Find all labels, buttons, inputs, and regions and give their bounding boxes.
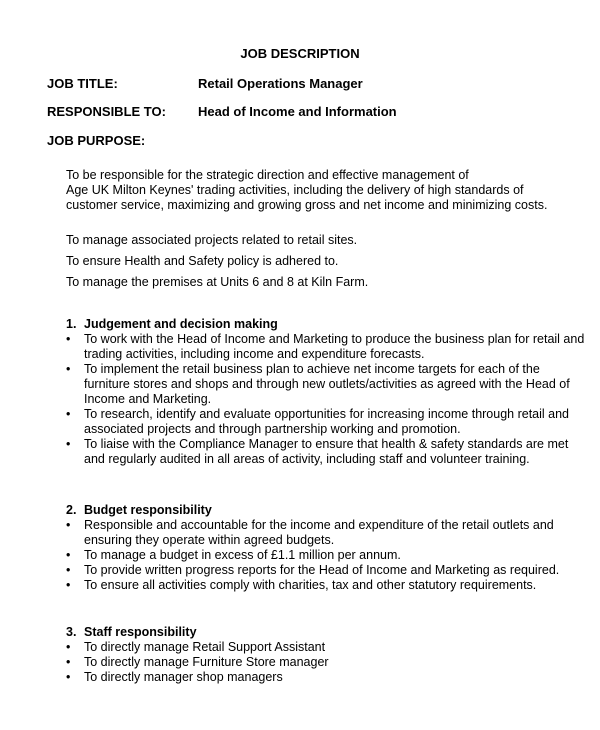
section-heading (66, 317, 586, 332)
job-title-value: Retail Operations Manager (198, 76, 363, 91)
section-budget (66, 503, 586, 593)
list-item: • To ensure all activities comply with charities, tax and other statutory requirements. (66, 578, 586, 593)
section-judgement (66, 317, 586, 467)
purpose-line: To manage associated projects related to retail sites. (66, 233, 358, 247)
section-heading-text: Judgement and decision making (84, 317, 278, 331)
section-heading (66, 503, 586, 518)
list-item: • To liaise with the Compliance Manager to ensure that health & safety standards are met and regularly audited in all areas of activity, including staff and volunteer training. (66, 437, 586, 467)
section-staff (66, 625, 586, 685)
job-title-label: JOB TITLE: (47, 76, 118, 91)
list-item: • To research, identify and evaluate opportunities for increasing income through retail and associated projects and through partnership working and promotion. (66, 407, 586, 437)
purpose-line: To manage the premises at Units 6 and 8 at Kiln Farm. (66, 275, 369, 289)
responsible-to-value: Head of Income and Information (198, 104, 397, 119)
section-heading-text: Staff responsibility (84, 625, 197, 639)
section-heading (66, 625, 586, 640)
list-item: • To directly manage Retail Support Assistant (66, 640, 586, 655)
list-item: • To manage a budget in excess of £1.1 million per annum. (66, 548, 586, 563)
section-number: 3. (66, 625, 77, 639)
list-item: • Responsible and accountable for the income and expenditure of the retail outlets and ensuring they operate within agreed budgets. (66, 518, 586, 548)
list-item: • To directly manager shop managers (66, 670, 586, 685)
list-item: • To provide written progress reports for the Head of Income and Marketing as required. (66, 563, 586, 578)
purpose-paragraph (66, 168, 586, 213)
list-item: • To implement the retail business plan to achieve net income targets for each of the furniture stores and shops and through new outlets/activities as agreed with the Head of Income and Marketing. (66, 362, 586, 407)
responsible-to-label: RESPONSIBLE TO: (47, 104, 166, 119)
list-item: • To directly manage Furniture Store manager (66, 655, 586, 670)
section-heading-text: Budget responsibility (84, 503, 212, 517)
responsible-to-row (47, 104, 397, 119)
section-number: 2. (66, 503, 77, 517)
bullet-list (66, 640, 586, 685)
purpose-line: To ensure Health and Safety policy is adhered to. (66, 254, 339, 268)
purpose-paragraph-line: customer service, maximizing and growing gross and net income and minimizing costs. (66, 198, 548, 212)
bullet-list (66, 332, 586, 467)
purpose-paragraph-line: To be responsible for the strategic direction and effective management of (66, 168, 469, 182)
bullet-list (66, 518, 586, 593)
list-item: • To work with the Head of Income and Marketing to produce the business plan for retail and trading activities, including income and expenditure forecasts. (66, 332, 586, 362)
section-number: 1. (66, 317, 77, 331)
job-purpose-label: JOB PURPOSE: (47, 133, 146, 148)
job-title-row (47, 76, 363, 91)
document-title: JOB DESCRIPTION (240, 46, 360, 61)
purpose-paragraph-line: Age UK Milton Keynes' trading activities, including the delivery of high standards of (66, 183, 524, 197)
